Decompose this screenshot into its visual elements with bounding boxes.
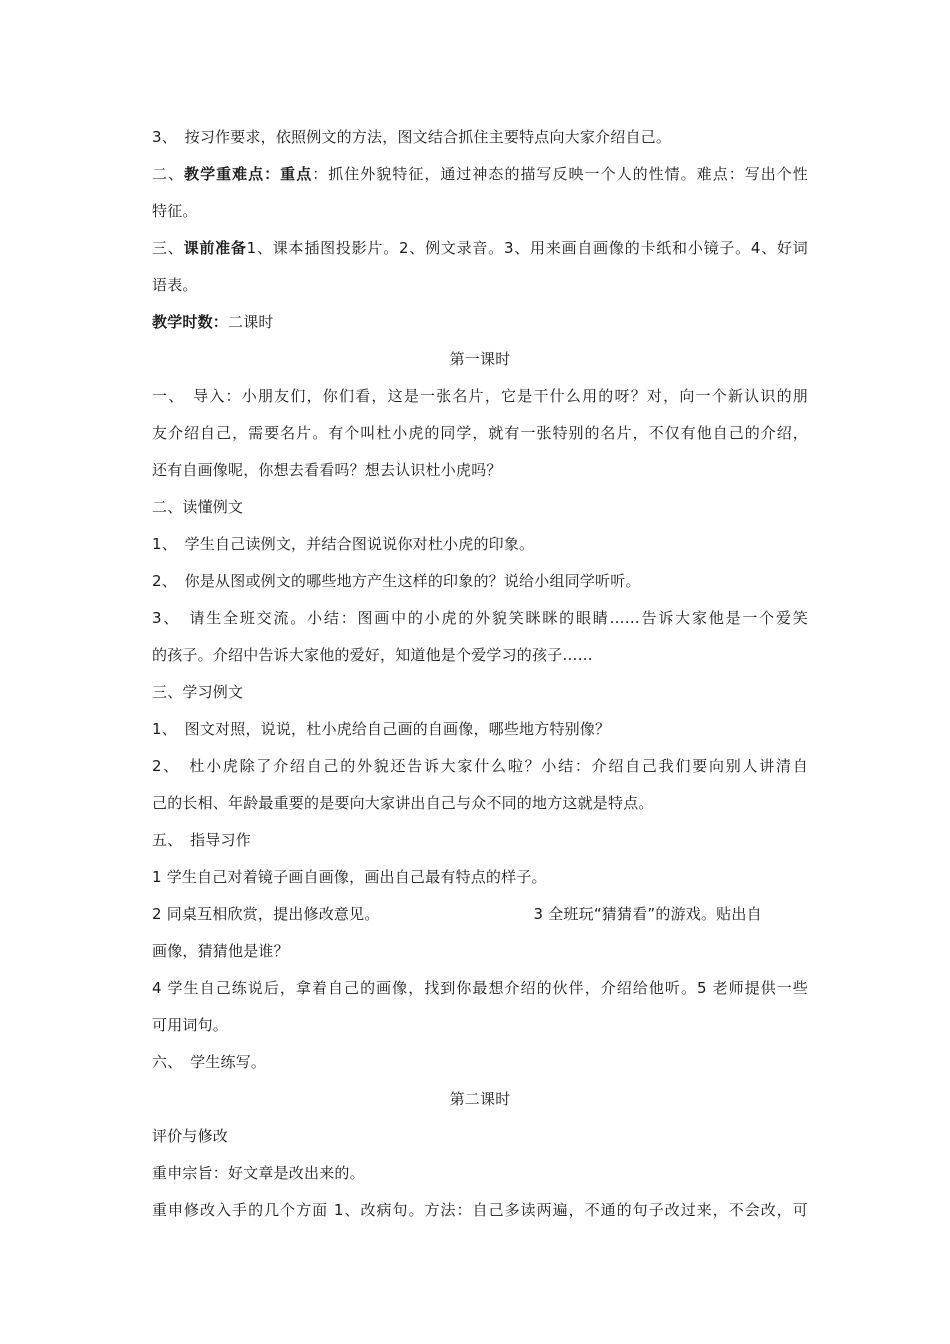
study-example-item2-line2: 己的长相、年龄最重要的是要向大家讲出自己与众不同的地方这就是特点。 [152,794,654,812]
objective-item-3: 3、 按习作要求，依照例文的方法，图文结合抓住主要特点向大家介绍自己。 [152,128,672,146]
guide-heading: 五、 指导习作 [152,831,251,849]
read-example-item2: 2、 你是从图或例文的哪些地方产生这样的印象的？说给小组同学听听。 [152,572,641,590]
key-point-text: ：抓住外貌特征，通过神态的描写反映一个人的性情。难点：写出个性 [312,165,808,183]
read-example-item1: 1、 学生自己读例文，并结合图说说你对杜小虎的印象。 [152,535,535,553]
preparation-line2: 语表。 [152,276,198,294]
teaching-hours [152,307,808,344]
guide-step2-step3 [152,899,808,936]
study-example-heading: 三、学习例文 [152,683,244,701]
key-point-label: 重点 [280,165,313,183]
study-example-item1: 1、 图文对照，说说，杜小虎给自己画的自画像，哪些地方特别像？ [152,720,611,738]
study-example-item2-line1: 2、 杜小虎除了介绍自己的外貌还告诉大家什么啦？小结：介绍自己我们要向别人讲清自 [152,757,808,775]
key-difficult-points-line2: 特征。 [152,202,198,220]
guide-step2: 2 同桌互相欣赏，提出修改意见。 [152,905,380,923]
intro-line1: 一、 导入：小朋友们，你们看，这是一张名片，它是干什么用的呀？对，向一个新认识的朋 [152,387,808,405]
intro-line3: 还有自画像呢，你想去看看吗？想去认识杜小虎吗？ [152,461,502,479]
teaching-hours-value: 二课时 [228,313,274,331]
guide-step4-line2: 可用词句。 [152,1016,229,1034]
section-number: 三、 [152,239,184,257]
lesson-2-title: 第二课时 [449,1090,511,1108]
lesson-1-title: 第一课时 [449,350,511,368]
guide-step1: 1 学生自己对着镜子画自画像，画出自己最有特点的样子。 [152,868,547,886]
section-bold-label: 教学重难点： [184,165,281,183]
read-example-item3-line2: 的孩子。介绍中告诉大家他的爱好，知道他是个爱学习的孩子…… [152,646,593,664]
key-difficult-points-line1 [152,159,808,196]
teaching-hours-label: 教学时数： [152,313,229,331]
evaluate-heading: 评价与修改 [152,1127,229,1145]
preparation-text: 1、课本插图投影片。2、例文录音。3、用来画自画像的卡纸和小镜子。4、好词 [246,239,808,257]
document-page [152,122,808,1232]
guide-step3: 3 全班玩“猜猜看”的游戏。贴出自 [533,905,762,923]
read-example-item3-line1: 3、 请生全班交流。小结：图画中的小虎的外貌笑眯眯的眼睛……告诉大家他是一个爱笑 [152,609,808,627]
purpose-line: 重申宗旨：好文章是改出来的。 [152,1164,365,1182]
preparation-label: 课前准备 [183,239,247,257]
guide-step3-continued: 画像，猜猜他是谁？ [152,942,289,960]
revise-line1: 重申修改入手的几个方面 1、改病句。方法：自己多读两遍，不通的句子改过来，不会改，可 [152,1201,808,1219]
guide-step4-line1: 4 学生自己练说后，拿着自己的画像，找到你最想介绍的伙伴，介绍给他听。5 老师提供一些 [152,979,808,997]
read-example-heading: 二、读懂例文 [152,498,244,516]
intro-line2: 友介绍自己，需要名片。有个叫杜小虎的同学，就有一张特别的名片，不仅有他自己的介绍， [152,424,808,442]
section-number: 二、 [152,165,185,183]
preparation-line1 [152,233,808,270]
practice-heading: 六、 学生练写。 [152,1053,267,1071]
